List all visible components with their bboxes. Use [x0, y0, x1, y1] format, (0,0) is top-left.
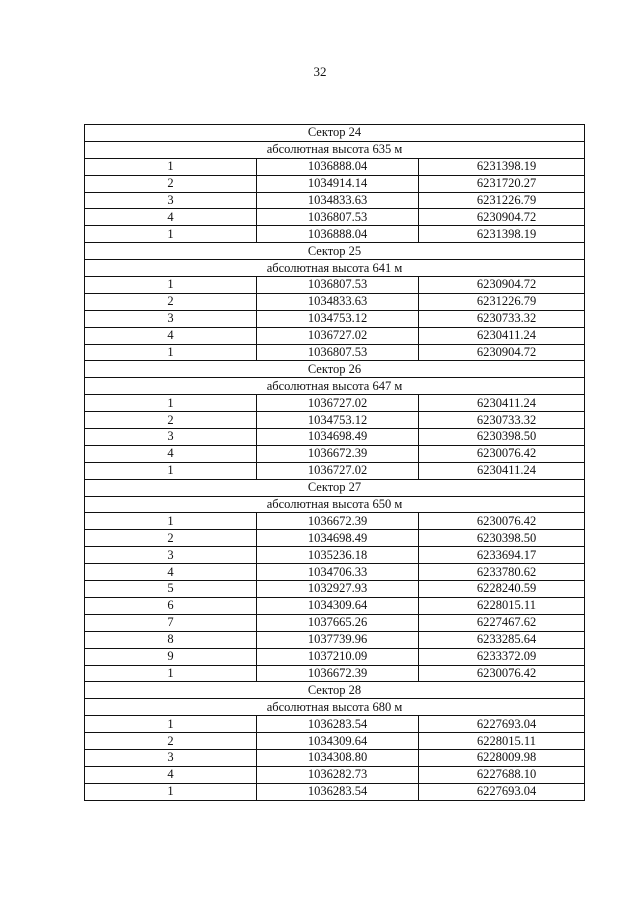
point-number-cell: 3: [85, 192, 257, 209]
coordinates-table: [84, 124, 585, 801]
point-number-cell: 2: [85, 733, 257, 750]
x-coordinate-cell: 1034309.64: [257, 597, 419, 614]
y-coordinate-cell: 6230076.42: [419, 445, 585, 462]
point-number-cell: 1: [85, 513, 257, 530]
x-coordinate-cell: 1034706.33: [257, 564, 419, 581]
table-row: [85, 564, 585, 581]
y-coordinate-cell: 6233285.64: [419, 631, 585, 648]
x-coordinate-cell: 1034698.49: [257, 530, 419, 547]
sector-title-row: [85, 479, 585, 496]
sector-title-row: [85, 361, 585, 378]
table-row: [85, 344, 585, 361]
y-coordinate-cell: 6231398.19: [419, 226, 585, 243]
table-row: [85, 226, 585, 243]
table-row: [85, 395, 585, 412]
y-coordinate-cell: 6230411.24: [419, 462, 585, 479]
table-row: [85, 581, 585, 598]
point-number-cell: 4: [85, 564, 257, 581]
x-coordinate-cell: 1036888.04: [257, 226, 419, 243]
sector-altitude-row: [85, 496, 585, 513]
y-coordinate-cell: 6228009.98: [419, 749, 585, 766]
y-coordinate-cell: 6227467.62: [419, 614, 585, 631]
y-coordinate-cell: 6228015.11: [419, 597, 585, 614]
y-coordinate-cell: 6230076.42: [419, 665, 585, 682]
point-number-cell: 2: [85, 175, 257, 192]
y-coordinate-cell: 6230904.72: [419, 209, 585, 226]
sector-title-row: [85, 125, 585, 142]
table-row: [85, 648, 585, 665]
page-number: 32: [313, 64, 327, 79]
y-coordinate-cell: 6227693.04: [419, 716, 585, 733]
point-number-cell: 1: [85, 277, 257, 294]
point-number-cell: 3: [85, 310, 257, 327]
point-number-cell: 4: [85, 327, 257, 344]
x-coordinate-cell: 1034698.49: [257, 429, 419, 446]
point-number-cell: 1: [85, 783, 257, 800]
x-coordinate-cell: 1036672.39: [257, 513, 419, 530]
y-coordinate-cell: 6233372.09: [419, 648, 585, 665]
y-coordinate-cell: 6231720.27: [419, 175, 585, 192]
y-coordinate-cell: 6230904.72: [419, 277, 585, 294]
table-row: [85, 749, 585, 766]
y-coordinate-cell: 6230076.42: [419, 513, 585, 530]
x-coordinate-cell: 1036672.39: [257, 665, 419, 682]
table-row: [85, 310, 585, 327]
sector-altitude-row: [85, 699, 585, 716]
x-coordinate-cell: 1035236.18: [257, 547, 419, 564]
y-coordinate-cell: 6230733.32: [419, 412, 585, 429]
x-coordinate-cell: 1036282.73: [257, 766, 419, 783]
point-number-cell: 1: [85, 395, 257, 412]
y-coordinate-cell: 6228240.59: [419, 581, 585, 598]
point-number-cell: 2: [85, 530, 257, 547]
x-coordinate-cell: 1034914.14: [257, 175, 419, 192]
table-row: [85, 175, 585, 192]
table-row: [85, 733, 585, 750]
table-row: [85, 547, 585, 564]
sector-altitude: абсолютная высота 635 м: [85, 141, 585, 158]
point-number-cell: 6: [85, 597, 257, 614]
point-number-cell: 9: [85, 648, 257, 665]
x-coordinate-cell: 1037210.09: [257, 648, 419, 665]
x-coordinate-cell: 1036807.53: [257, 344, 419, 361]
y-coordinate-cell: 6227693.04: [419, 783, 585, 800]
x-coordinate-cell: 1036672.39: [257, 445, 419, 462]
y-coordinate-cell: 6231226.79: [419, 293, 585, 310]
table-row: [85, 209, 585, 226]
point-number-cell: 1: [85, 462, 257, 479]
sector-altitude: абсолютная высота 650 м: [85, 496, 585, 513]
y-coordinate-cell: 6233694.17: [419, 547, 585, 564]
table-row: [85, 412, 585, 429]
point-number-cell: 4: [85, 209, 257, 226]
sector-title: Сектор 25: [85, 243, 585, 260]
coordinates-table-body: [85, 125, 585, 801]
point-number-cell: 3: [85, 749, 257, 766]
sector-altitude-row: [85, 378, 585, 395]
sector-title-row: [85, 243, 585, 260]
table-row: [85, 327, 585, 344]
table-row: [85, 513, 585, 530]
y-coordinate-cell: 6230733.32: [419, 310, 585, 327]
point-number-cell: 1: [85, 158, 257, 175]
point-number-cell: 1: [85, 344, 257, 361]
x-coordinate-cell: 1036727.02: [257, 395, 419, 412]
y-coordinate-cell: 6233780.62: [419, 564, 585, 581]
x-coordinate-cell: 1032927.93: [257, 581, 419, 598]
x-coordinate-cell: 1036727.02: [257, 327, 419, 344]
x-coordinate-cell: 1034308.80: [257, 749, 419, 766]
x-coordinate-cell: 1036283.54: [257, 783, 419, 800]
sector-title-row: [85, 682, 585, 699]
x-coordinate-cell: 1036807.53: [257, 277, 419, 294]
y-coordinate-cell: 6230411.24: [419, 395, 585, 412]
table-row: [85, 665, 585, 682]
point-number-cell: 3: [85, 429, 257, 446]
x-coordinate-cell: 1036888.04: [257, 158, 419, 175]
x-coordinate-cell: 1034833.63: [257, 192, 419, 209]
y-coordinate-cell: 6230411.24: [419, 327, 585, 344]
sector-altitude-row: [85, 260, 585, 277]
point-number-cell: 5: [85, 581, 257, 598]
x-coordinate-cell: 1037739.96: [257, 631, 419, 648]
y-coordinate-cell: 6228015.11: [419, 733, 585, 750]
sector-altitude: абсолютная высота 647 м: [85, 378, 585, 395]
table-row: [85, 766, 585, 783]
x-coordinate-cell: 1036807.53: [257, 209, 419, 226]
table-row: [85, 429, 585, 446]
x-coordinate-cell: 1036283.54: [257, 716, 419, 733]
sector-altitude: абсолютная высота 680 м: [85, 699, 585, 716]
y-coordinate-cell: 6230398.50: [419, 530, 585, 547]
table-row: [85, 462, 585, 479]
point-number-cell: 1: [85, 665, 257, 682]
x-coordinate-cell: 1037665.26: [257, 614, 419, 631]
table-row: [85, 530, 585, 547]
table-row: [85, 716, 585, 733]
point-number-cell: 1: [85, 226, 257, 243]
point-number-cell: 2: [85, 293, 257, 310]
point-number-cell: 8: [85, 631, 257, 648]
x-coordinate-cell: 1036727.02: [257, 462, 419, 479]
table-row: [85, 192, 585, 209]
point-number-cell: 4: [85, 445, 257, 462]
sector-altitude-row: [85, 141, 585, 158]
point-number-cell: 7: [85, 614, 257, 631]
point-number-cell: 3: [85, 547, 257, 564]
y-coordinate-cell: 6227688.10: [419, 766, 585, 783]
y-coordinate-cell: 6230904.72: [419, 344, 585, 361]
sector-title: Сектор 27: [85, 479, 585, 496]
table-row: [85, 158, 585, 175]
sector-altitude: абсолютная высота 641 м: [85, 260, 585, 277]
point-number-cell: 1: [85, 716, 257, 733]
y-coordinate-cell: 6230398.50: [419, 429, 585, 446]
sector-title: Сектор 26: [85, 361, 585, 378]
sector-title: Сектор 24: [85, 125, 585, 142]
point-number-cell: 2: [85, 412, 257, 429]
table-row: [85, 631, 585, 648]
table-row: [85, 597, 585, 614]
point-number-cell: 4: [85, 766, 257, 783]
y-coordinate-cell: 6231398.19: [419, 158, 585, 175]
table-row: [85, 783, 585, 800]
x-coordinate-cell: 1034753.12: [257, 310, 419, 327]
table-row: [85, 445, 585, 462]
x-coordinate-cell: 1034833.63: [257, 293, 419, 310]
table-row: [85, 614, 585, 631]
x-coordinate-cell: 1034309.64: [257, 733, 419, 750]
table-row: [85, 293, 585, 310]
x-coordinate-cell: 1034753.12: [257, 412, 419, 429]
sector-title: Сектор 28: [85, 682, 585, 699]
table-row: [85, 277, 585, 294]
y-coordinate-cell: 6231226.79: [419, 192, 585, 209]
